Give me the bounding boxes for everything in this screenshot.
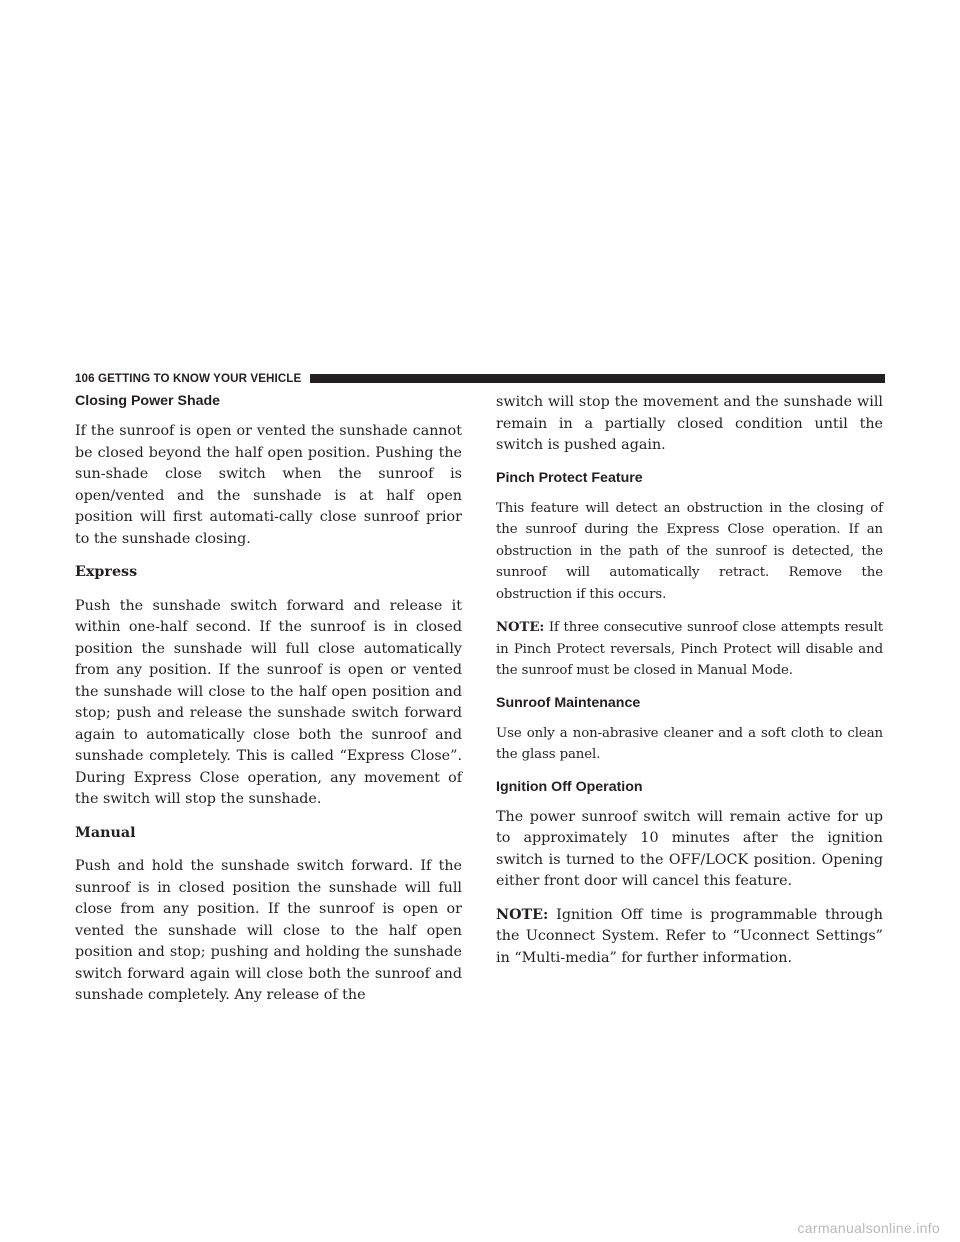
right-column [496, 392, 883, 981]
note-label: NOTE: [496, 906, 549, 923]
ignition-off-text: The power sunroof switch will remain active for up to approximately 10 minutes after the ignition switch is turned to the OFF/LOCK position. Opening either front door will cancel this feature. [496, 808, 883, 889]
continued-text: switch will stop the movement and the sunshade will remain in a partially closed condition until the switch is pushed again. [496, 394, 883, 453]
watermark: carmanualsonline.info [797, 1220, 940, 1236]
sunroof-maintenance-heading: Sunroof Maintenance [496, 694, 641, 711]
page-header-label [75, 372, 310, 385]
pinch-protect-note [496, 617, 883, 682]
running-header [75, 371, 885, 385]
page-number: 106 [75, 371, 95, 385]
express-text: Push the sunshade switch forward and release it within one-half second. If the sunroof is in closed position the sunshade will full close automatically from any position. If the sunroof is open or vented the sunshade will close to the half open position and stop; push and release the sunshade switch forward again to automatically close both the sunroof and sunshade completely. This is called “Express Close”. During Express Close operation, any movement of the switch will stop the sunshade. [75, 597, 462, 807]
note-text: If three consecutive sunroof close attempts result in Pinch Protect reversals, Pinch Protect will disable and the sunroof must be closed in Manual Mode. [496, 620, 883, 678]
manual-text: Push and hold the sunshade switch forward. If the sunroof is in closed position the sunshade will full close from any position. If the sunroof is open or vented the sunshade will close to the half open position and stop; pushing and holding the sunshade switch forward again will close both the sunroof and sunshade completely. Any release of the [75, 858, 462, 1003]
note-label: NOTE: [496, 620, 545, 635]
manual-subheading: Manual [75, 824, 136, 841]
header-rule [310, 374, 885, 383]
express-subheading: Express [75, 564, 138, 580]
sunroof-maintenance-text: Use only a non-abrasive cleaner and a soft cloth to clean the glass panel. [496, 725, 883, 762]
pinch-protect-text: This feature will detect an obstruction in the closing of the sunroof during the Express Close operation. If an obstruction in the path of the sunroof is detected, the sunroof will automatically retract. Remove the obstruction if this occurs. [496, 500, 883, 602]
note-text: Ignition Off time is programmable through the Uconnect System. Refer to “Uconnect Settings” in “Multi-media” for further information. [496, 906, 883, 966]
ignition-off-note [496, 905, 883, 970]
section-title: GETTING TO KNOW YOUR VEHICLE [97, 371, 302, 385]
left-column [75, 392, 462, 1019]
closing-power-shade-text: If the sunroof is open or vented the sunshade cannot be closed beyond the half open position. Pushing the sun-shade close switch when the sunroof is open/vented and the sunshade is at half open position will first automati-cally close sunroof prior to the sunshade closing. [75, 423, 462, 547]
pinch-protect-heading: Pinch Protect Feature [496, 469, 643, 486]
closing-power-shade-heading: Closing Power Shade [75, 393, 221, 409]
ignition-off-heading: Ignition Off Operation [496, 778, 643, 795]
